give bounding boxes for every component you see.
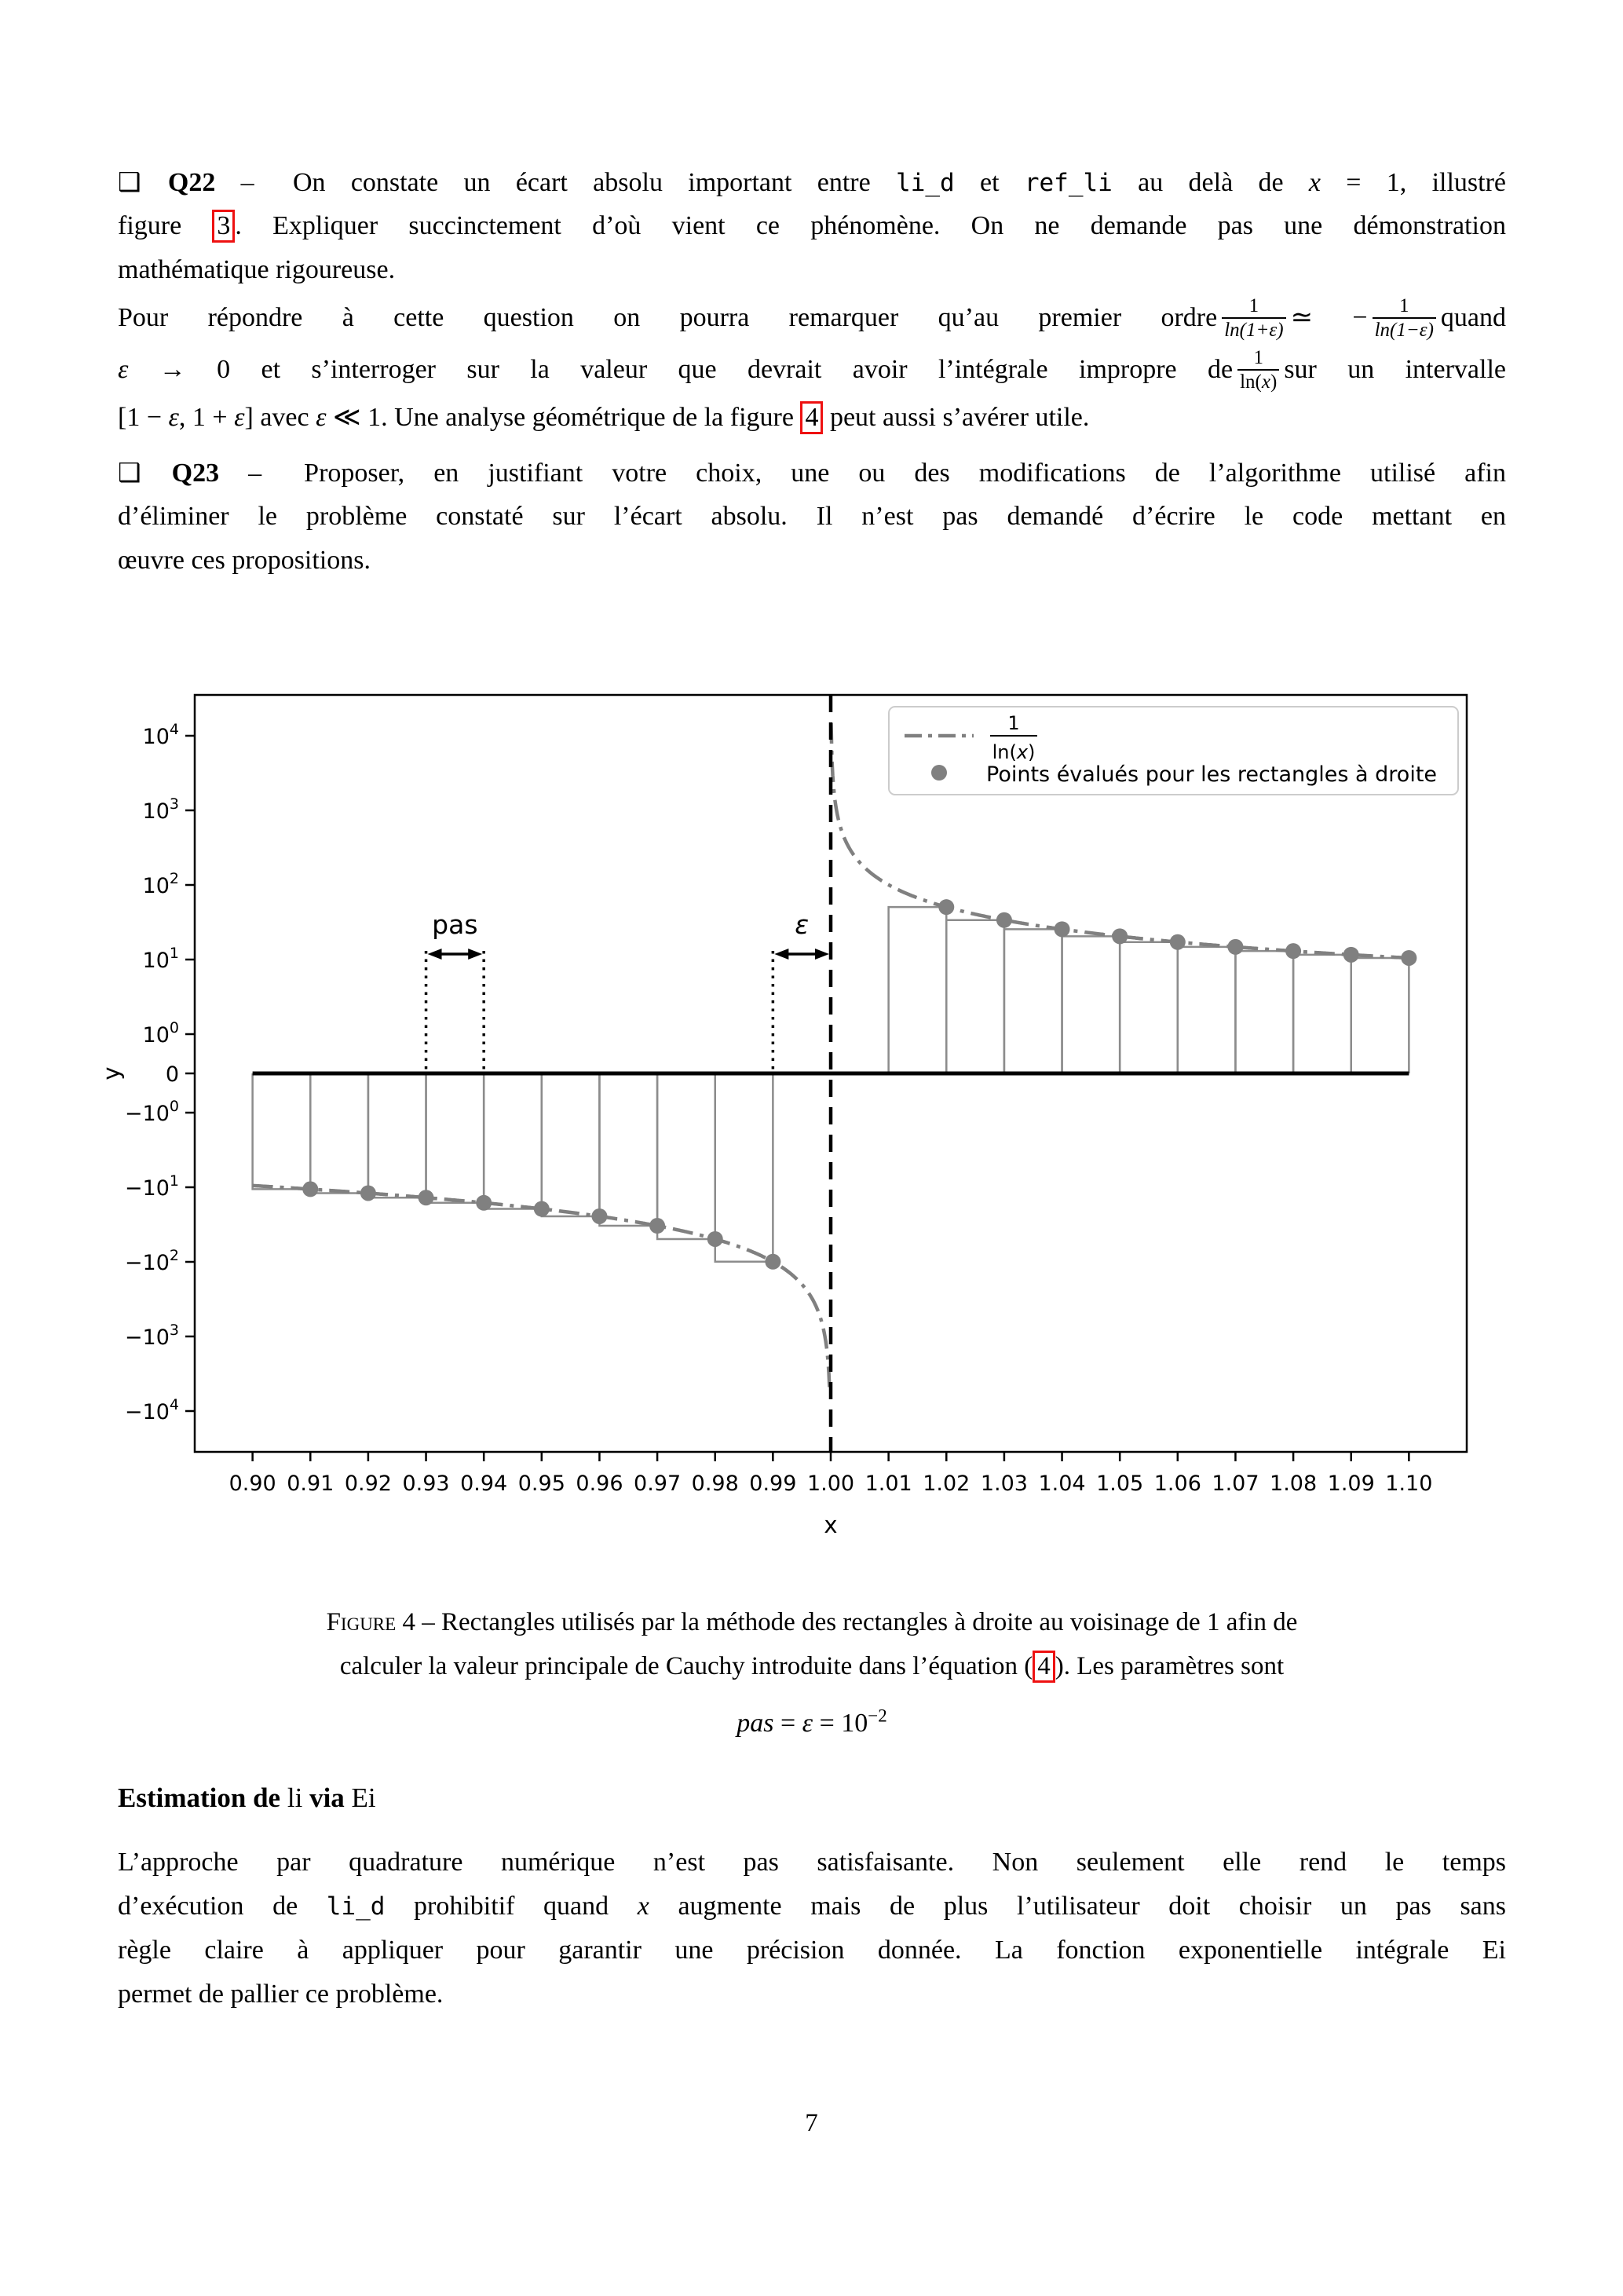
legend-entry-label: Points évalués pour les rectangles à droite: [986, 762, 1438, 787]
q22-line-2: figure 3 . Expliquer succinctement d’où vient ce phénomène. On ne demande pas une démonstration: [118, 204, 1506, 248]
annotation-epsilon: [773, 909, 829, 1073]
x-tick-label: 1.07: [1212, 1472, 1259, 1496]
q23-line-3: œuvre ces propositions.: [118, 546, 371, 575]
y-tick-label: $-10^2$: [124, 1247, 179, 1275]
y-tick-label: $-10^0$: [124, 1098, 179, 1126]
x-tick-label: 0.94: [460, 1472, 508, 1496]
figure-4-caption: [118, 1600, 1506, 1748]
x-tick-label: 0.92: [344, 1472, 392, 1496]
x-tick-label: 0.97: [634, 1472, 682, 1496]
q22-line-3: mathématique rigoureuse.: [118, 255, 396, 284]
legend-frac-num: 1: [1007, 712, 1020, 734]
x-tick-label: 0.99: [749, 1472, 797, 1496]
annotation-pas: [426, 909, 484, 1073]
y-axis-label: y: [98, 1066, 125, 1080]
figure-reference-link[interactable]: 4: [800, 401, 823, 434]
x-tick-label: 1.10: [1385, 1472, 1433, 1496]
q22-line-1: ❑ Q22 – On constate un écart absolu important entre li_d et ref_li au delà de x = 1, illustré: [118, 166, 1506, 197]
annotation-label: pas: [432, 909, 478, 940]
figure-reference-link[interactable]: 4: [1033, 1651, 1055, 1683]
annotation-label: ε: [795, 909, 810, 940]
body-line-4: permet de pallier ce problème.: [118, 1980, 444, 2009]
x-tick-label: 0.91: [287, 1472, 334, 1496]
caption-line-2: calculer la valeur principale de Cauchy introduite dans l’équation ( 4 ). Les paramètres sont: [118, 1644, 1506, 1688]
x-tick-label: 1.04: [1038, 1472, 1086, 1496]
x-tick-label: 1.03: [980, 1472, 1028, 1496]
y-tick-label: 0: [165, 1062, 179, 1087]
x-tick-label: 0.93: [402, 1472, 450, 1496]
inline-fraction: $\frac{1}{\ln(1-\varepsilon)}$: [1373, 294, 1436, 342]
q22-line-4: Pour répondre à cette question on pourra remarquer qu’au premier ordre $\frac{1}{\ln(1+\varepsilon)}$ ≃ − $\frac{1}{\ln(1-\varepsilon)}$ quand: [118, 294, 1506, 342]
x-tick-label: 1.05: [1096, 1472, 1144, 1496]
x-axis: [229, 1452, 1433, 1538]
x-tick-label: 1.02: [923, 1472, 971, 1496]
legend-frac-den: ln(x): [992, 741, 1036, 763]
y-tick-label: $10^3$: [142, 795, 179, 824]
y-tick-label: $10^0$: [142, 1019, 179, 1047]
body-line-2: d’exécution de li_d prohibitif quand x augmente mais de plus l’utilisateur doit choisir un pas sans: [118, 1892, 1506, 1921]
q22-line-6: [1 − ε, 1 + ε] avec ε ≪ 1. Une analyse géométrique de la figure 4 peut aussi s’avérer utile.: [118, 396, 1506, 440]
y-axis: [98, 721, 195, 1424]
q23-line-2: d’éliminer le problème constaté sur l’écart absolu. Il n’est pas demandé d’écrire le code mettant en: [118, 502, 1506, 531]
x-tick-label: 0.95: [517, 1472, 565, 1496]
page-number: 7: [805, 2109, 818, 2137]
caption-line-1: Figure 4 – Rectangles utilisés par la méthode des rectangles à droite au voisinage de 1 afin de: [326, 1608, 1298, 1636]
q23-line-1: ❑ Q23 – Proposer, en justifiant votre choix, une ou des modifications de l’algorithme utilisé afin: [118, 457, 1507, 488]
body-paragraph: [118, 1841, 1506, 2016]
body-line-3: règle claire à appliquer pour garantir une précision donnée. La fonction exponentielle intégrale Ei: [118, 1936, 1506, 1965]
y-tick-label: $-10^4$: [124, 1396, 179, 1424]
y-tick-label: $-10^3$: [124, 1322, 179, 1350]
question-q22: [118, 160, 1506, 440]
question-q23: [118, 451, 1506, 583]
section-heading: Estimation de li via Ei: [118, 1782, 376, 1813]
inline-fraction: $\frac{1}{\ln(x)}$: [1237, 346, 1279, 394]
legend-dot-sample: [931, 765, 947, 781]
x-tick-label: 1.09: [1327, 1472, 1375, 1496]
figure-reference-link[interactable]: 3: [212, 210, 235, 243]
y-tick-label: $10^4$: [142, 721, 179, 749]
y-tick-label: $-10^1$: [124, 1172, 179, 1201]
x-tick-label: 0.98: [691, 1472, 739, 1496]
inline-fraction: $\frac{1}{\ln(1+\varepsilon)}$: [1222, 294, 1285, 342]
x-tick-label: 1.06: [1153, 1472, 1201, 1496]
x-tick-label: 0.90: [228, 1472, 276, 1496]
x-tick-label: 1.00: [806, 1472, 855, 1496]
x-tick-label: 1.08: [1270, 1472, 1318, 1496]
legend: [889, 707, 1458, 795]
x-axis-label: x: [824, 1512, 838, 1538]
body-line-1: L’approche par quadrature numérique n’est pas satisfaisante. Non seulement elle rend le temps: [118, 1848, 1506, 1877]
y-tick-label: $10^1$: [142, 945, 179, 973]
q22-line-5: ε → 0 et s’interroger sur la valeur que devrait avoir l’intégrale impropre de $\frac{1}{\ln(x)}$ sur un intervalle: [118, 346, 1506, 393]
x-tick-label: 0.96: [576, 1472, 623, 1496]
x-tick-label: 1.01: [865, 1472, 912, 1496]
caption-formula: pas = $\varepsilon = 10^{-2}$: [737, 1706, 887, 1738]
y-tick-label: $10^2$: [142, 870, 179, 898]
